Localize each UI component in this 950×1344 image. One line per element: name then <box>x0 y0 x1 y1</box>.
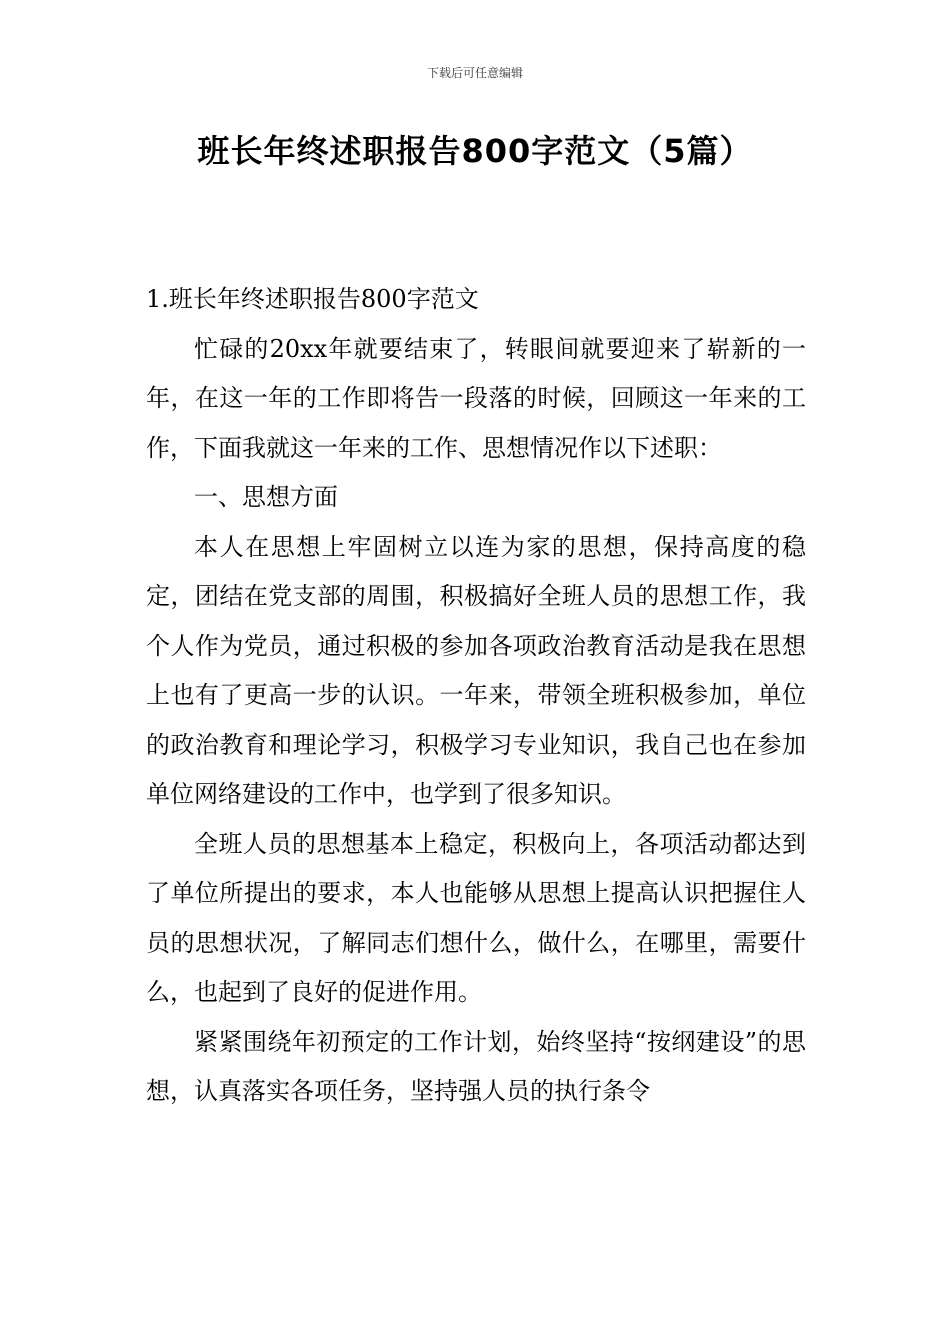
document-body <box>146 275 806 1117</box>
paragraph-work-plan: 紧紧围绕年初预定的工作计划，始终坚持“按纲建设”的思想，认真落实各项任务，坚持强人员的执行条令 <box>146 1027 806 1105</box>
section-heading: 1.班长年终述职报告800字范文 <box>146 285 479 313</box>
subheading-thought: 一、思想方面 <box>194 483 338 511</box>
header-note: 下载后可任意编辑 <box>426 66 523 80</box>
paragraph-thought: 本人在思想上牢固树立以连为家的思想，保持高度的稳定，团结在党支部的周围，积极搞好全班人员的思想工作，我个人作为党员，通过积极的参加各项政治教育活动是我在思想上也有了更高一步的认识。一年来，带领全班积极参加，单位的政治教育和理论学习，积极学习专业知识，我自己也在参加单位网络建设的工作中，也学到了很多知识。 <box>146 532 806 808</box>
paragraph-team-thought: 全班人员的思想基本上稳定，积极向上，各项活动都达到了单位所提出的要求，本人也能够从思想上提高认识把握住人员的思想状况，了解同志们想什么，做什么，在哪里，需要什么，也起到了良好的促进作用。 <box>146 829 806 1006</box>
document-title: 班长年终述职报告800字范文（5篇） <box>197 132 753 170</box>
paragraph-intro: 忙碌的20xx年就要结束了，转眼间就要迎来了崭新的一年，在这一年的工作即将告一段落的时候，回顾这一年来的工作，下面我就这一年来的工作、思想情况作以下述职： <box>146 334 806 462</box>
